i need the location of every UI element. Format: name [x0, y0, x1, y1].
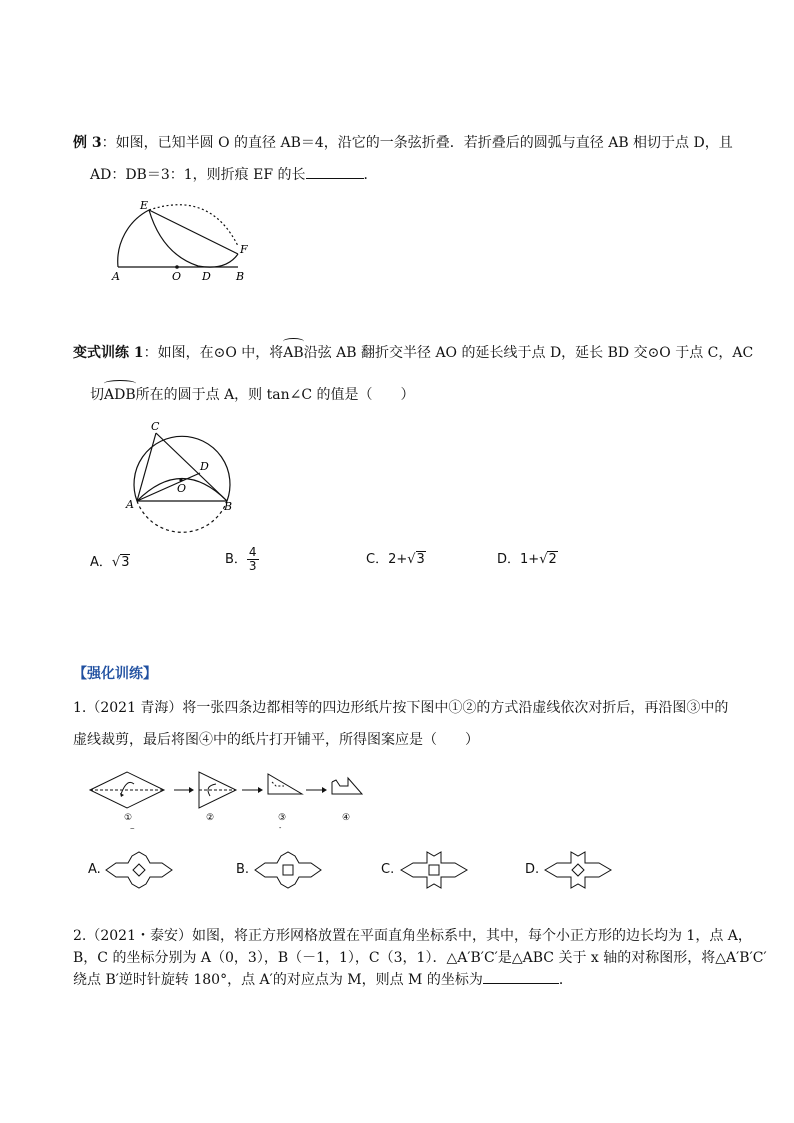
- variant1-text2b: 所在的圆于点 A，则 tan∠C 的值是（ ）: [135, 387, 415, 403]
- label-C: C: [151, 420, 160, 433]
- fold-semicircle-figure: [100, 196, 270, 291]
- option-D-shape: [543, 850, 613, 890]
- variant1-label: 变式训练 1: [73, 345, 144, 361]
- q2-end: ．: [558, 972, 573, 988]
- choice-A[interactable]: A．√3: [90, 555, 130, 570]
- label-O2: O: [177, 482, 187, 495]
- label-D2: D: [200, 460, 209, 473]
- variant1-text2a: 切: [90, 387, 104, 403]
- example3-line1: [73, 133, 733, 153]
- option-C-shape: [399, 850, 469, 890]
- variant1-text1a: ：如图，在⊙O 中，将: [143, 345, 284, 361]
- q2-line1: 2.（2021・泰安）如图，将正方形网格放置在平面直角坐标系中，其中，每个小正方形的边长均为 1，点 A，: [73, 928, 752, 944]
- q2-answer-blank[interactable]: [483, 969, 559, 984]
- svg-text:-: -: [279, 824, 282, 832]
- q1-option-C[interactable]: C.: [381, 862, 395, 877]
- answer-blank[interactable]: [306, 164, 364, 179]
- example3-line2: [90, 164, 378, 185]
- circle-fold-figure: [120, 416, 240, 516]
- label-A2: A: [126, 498, 134, 511]
- option-A-shape: [104, 850, 174, 890]
- choice-C[interactable]: C．2+√3: [366, 552, 425, 567]
- step-2-label: ②: [206, 813, 215, 823]
- label-D: D: [202, 270, 211, 283]
- example3-label: 例 3: [73, 135, 102, 151]
- svg-text:⌢: ⌢: [130, 824, 135, 832]
- example3-text1: ：如图，已知半圆 O 的直径 AB＝4，沿它的一条弦折叠．若折叠后的圆弧与直径 AB 相切于点 D，且: [101, 135, 733, 151]
- q1-line2: 虚线裁剪，最后将图④中的纸片打开铺平，所得图案应是（ ）: [73, 732, 479, 748]
- arc-ADB: ADB: [104, 383, 136, 405]
- choice-B[interactable]: B． $\frac{4}{3}$: [225, 545, 257, 573]
- example3-end: ．: [363, 167, 378, 183]
- label-B: B: [236, 270, 245, 283]
- example3-text2: AD：DB＝3：1，则折痕 EF 的长: [90, 167, 306, 183]
- step-1-label: ①: [124, 813, 133, 823]
- q2-line2: B，C 的坐标分别为 A（0，3），B（－1，1），C（3，1）．△A′B′C′是△ABC 关于 x 轴的对称图形，将△A′B′C′: [73, 950, 767, 966]
- label-E: E: [140, 199, 149, 212]
- q2-line3: [73, 969, 573, 990]
- folding-steps-figure: [86, 770, 376, 832]
- q1-option-B[interactable]: B.: [236, 862, 250, 877]
- option-B-shape: [253, 850, 323, 890]
- label-O: O: [172, 270, 182, 283]
- arc-AB: AB: [283, 341, 303, 363]
- label-B2: B: [224, 500, 233, 513]
- section-title: 【强化训练】: [73, 666, 157, 682]
- label-F: F: [240, 243, 248, 256]
- q2-text3: 绕点 B′逆时针旋转 180°，点 A′的对应点为 M，则点 M 的坐标为: [73, 972, 483, 988]
- variant1-line2: [90, 383, 415, 405]
- variant1-text1b: 沿弦 AB 翻折交半径 AO 的延长线于点 D，延长 BD 交⊙O 于点 C，AC: [303, 345, 754, 361]
- choice-D[interactable]: D．1+√2: [497, 552, 557, 567]
- variant1-line1: [73, 341, 753, 363]
- q1-line1: 1.（2021 青海）将一张四条边都相等的四边形纸片按下图中①②的方式沿虚线依次对折后，再沿图③中的: [73, 700, 729, 716]
- step-4-label: ④: [342, 813, 351, 823]
- q1-option-D[interactable]: D.: [525, 862, 540, 877]
- step-3-label: ③: [278, 813, 287, 823]
- q1-option-A[interactable]: A.: [88, 862, 101, 877]
- label-A: A: [112, 270, 120, 283]
